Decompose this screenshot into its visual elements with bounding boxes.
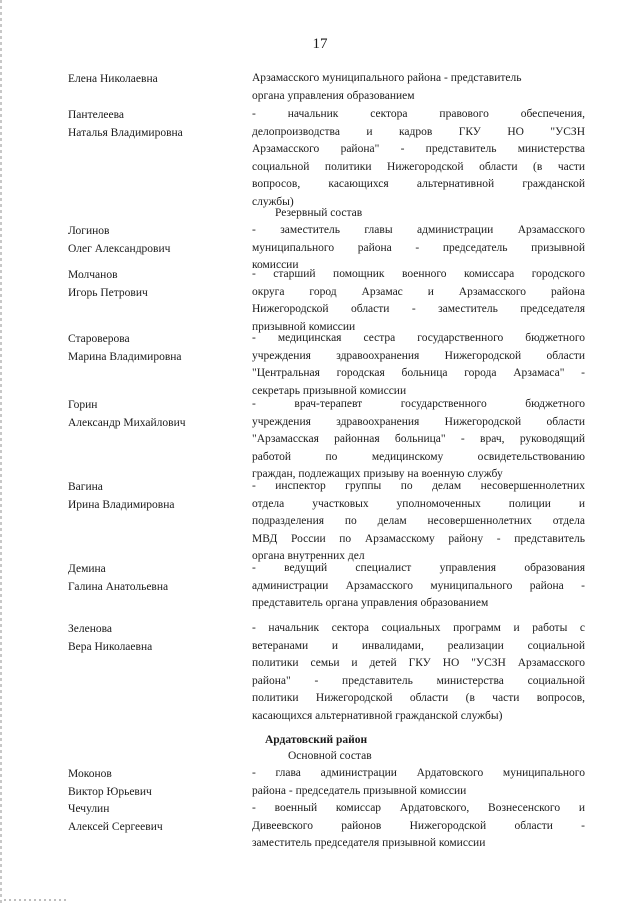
member-role: - ведущий специалист управления образования администрации Арзамасского муниципального района - представитель органа управления образованием — [252, 562, 585, 609]
member-role: - начальник сектора правового обеспечения, делопроизводства и кадров ГКУ НО "УСЗН Арзамасского района" - представитель министерства социальной политики Нижегородской области (в части вопросов, касающихся альтернативной гражданской службы) — [252, 108, 585, 208]
member-name: Пантелеева Наталья Владимировна — [68, 109, 183, 139]
member-name: Моконов Виктор Юрьевич — [68, 768, 152, 798]
scan-edge-bottom — [4, 899, 68, 901]
member-role: Арзамасского муниципального района - представитель органа управления образованием — [252, 72, 522, 102]
district-heading: Ардатовский район — [265, 734, 368, 746]
page-number: 17 — [312, 36, 328, 52]
member-role: - старший помощник военного комиссара городского округа город Арзамас и Арзамасского района Нижегородской области - заместитель председателя призывной комиссии — [252, 268, 585, 333]
member-name: Демина Галина Анатольевна — [68, 563, 169, 593]
scan-edge-left — [0, 0, 2, 905]
member-name: Молчанов Игорь Петрович — [68, 269, 148, 299]
member-role: - военный комиссар Ардатовского, Вознесенского и Дивеевского районов Нижегородской области - заместитель председателя призывной комиссии — [252, 802, 585, 849]
member-name: Елена Николаевна — [68, 73, 158, 85]
member-name: Староверова Марина Владимировна — [68, 333, 182, 363]
member-name: Горин Александр Михайлович — [68, 399, 186, 429]
member-name: Вагина Ирина Владимировна — [68, 481, 175, 511]
member-role: - медицинская сестра государственного бюджетного учреждения здравоохранения Нижегородской области "Центральная городская больница города Арзамаса" - секретарь призывной комиссии — [252, 332, 585, 397]
member-role: - врач-терапевт государственного бюджетного учреждения здравоохранения Нижегородской области "Арзамасская районная больница" - врач, руководящий работой по медицинскому освидетельствованию граждан, подлежащих призыву на военную службу — [252, 398, 585, 480]
member-role: - инспектор группы по делам несовершеннолетних отдела участковых уполномоченных полиции и подразделения по делам несовершеннолетних отдела МВД России по Арзамасскому району - представитель органа внутренних дел — [252, 480, 585, 562]
member-name: Чечулин Алексей Сергеевич — [68, 803, 163, 833]
member-role: - начальник сектора социальных программ и работы с ветеранами и инвалидами, реализации социальной политики семьи и детей ГКУ НО "УСЗН Арзамасского района" - представитель министерства социальной политики Нижегородской области (в части вопросов, касающихся альтернативной гражданской службы) — [252, 622, 585, 722]
member-role: - глава администрации Ардатовского муниципального района - председатель призывной комиссии — [252, 767, 585, 797]
section-heading-main: Основной состав — [288, 750, 372, 762]
member-name: Зеленова Вера Николаевна — [68, 623, 153, 653]
member-name: Логинов Олег Александрович — [68, 225, 171, 255]
member-role: - заместитель главы администрации Арзамасского муниципального района - председатель призывной комиссии — [252, 224, 585, 271]
section-heading-reserve: Резервный состав — [275, 207, 363, 219]
